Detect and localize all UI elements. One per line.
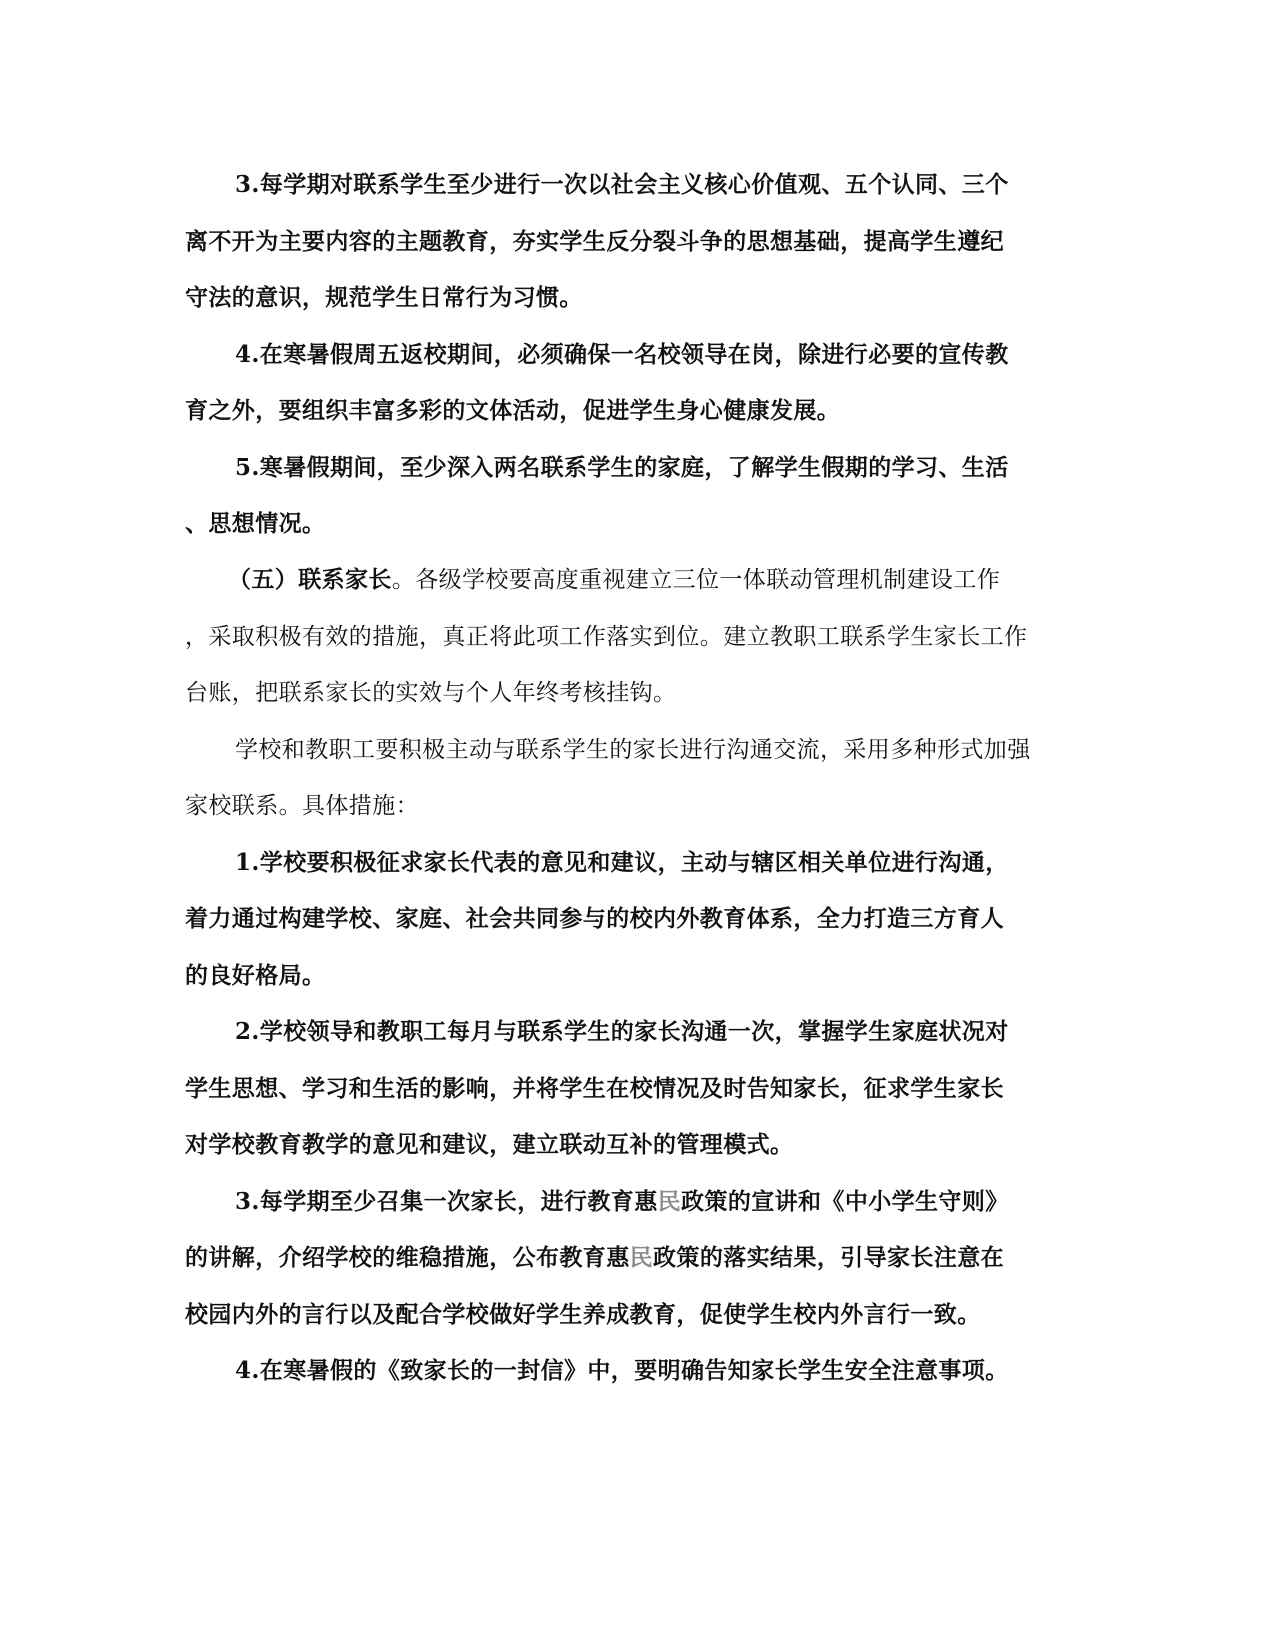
measure-2-line-1: 2.学校领导和教职工每月与联系学生的家长沟通一次，掌握学生家庭状况对 bbox=[235, 1018, 1009, 1045]
item-4-line-2: 育之外，要组织丰富多彩的文体活动，促进学生身心健康发展。 bbox=[185, 397, 841, 424]
item-3-line-3: 守法的意识，规范学生日常行为习惯。 bbox=[185, 284, 583, 311]
measure-2-line-3: 对学校教育教学的意见和建议，建立联动互补的管理模式。 bbox=[185, 1131, 794, 1158]
item-4-line-1: 4.在寒暑假周五返校期间，必须确保一名校领导在岗，除进行必要的宣传教 bbox=[235, 341, 1009, 368]
measure-3-line-1-part-a: 3.每学期至少召集一次家长，进行教育惠 bbox=[235, 1188, 658, 1215]
section-5-line-1 bbox=[228, 565, 1000, 595]
measure-3-line-2 bbox=[185, 1243, 1004, 1273]
section-5-line-2: ，采取积极有效的措施，真正将此项工作落实到位。建立教职工联系学生家长工作 bbox=[185, 624, 1028, 650]
measure-1-line-2: 着力通过构建学校、家庭、社会共同参与的校内外教育体系，全力打造三方育人 bbox=[185, 905, 1004, 932]
intro-line-1: 学校和教职工要积极主动与联系学生的家长进行沟通交流，采用多种形式加强 bbox=[235, 737, 1031, 763]
measure-1-line-1: 1.学校要积极征求家长代表的意见和建议，主动与辖区相关单位进行沟通， bbox=[235, 849, 1009, 876]
item-3-line-2: 离不开为主要内容的主题教育，夯实学生反分裂斗争的思想基础，提高学生遵纪 bbox=[185, 228, 1004, 255]
section-5-line-3: 台账，把联系家长的实效与个人年终考核挂钩。 bbox=[185, 680, 677, 706]
item-3-line-1: 3.每学期对联系学生至少进行一次以社会主义核心价值观、五个认同、三个 bbox=[235, 171, 1009, 198]
measure-3-line-2-part-b: 政策的落实结果，引导家长注意在 bbox=[653, 1244, 1005, 1271]
section-5-heading: （五）联系家长 bbox=[228, 566, 392, 593]
measure-3-line-2-part-a: 的讲解，介绍学校的维稳措施，公布教育惠 bbox=[185, 1244, 630, 1271]
measure-3-line-2-faded-char: 民 bbox=[629, 1244, 654, 1271]
measure-3-line-1-faded-char: 民 bbox=[657, 1188, 682, 1215]
measure-3-line-3: 校园内外的言行以及配合学校做好学生养成教育，促使学生校内外言行一致。 bbox=[185, 1301, 981, 1328]
section-5-line-1-text: 。各级学校要高度重视建立三位一体联动管理机制建设工作 bbox=[391, 567, 1001, 593]
measure-3-line-1-part-b: 政策的宣讲和《中小学生守则》 bbox=[681, 1188, 1009, 1215]
intro-line-2: 家校联系。具体措施： bbox=[185, 793, 419, 819]
measure-2-line-2: 学生思想、学习和生活的影响，并将学生在校情况及时告知家长，征求学生家长 bbox=[185, 1075, 1004, 1102]
measure-3-line-1 bbox=[235, 1187, 1009, 1217]
measure-1-line-3: 的良好格局。 bbox=[185, 962, 326, 989]
item-5-line-1: 5.寒暑假期间，至少深入两名联系学生的家庭，了解学生假期的学习、生活 bbox=[235, 454, 1009, 481]
measure-4-line-1: 4.在寒暑假的《致家长的一封信》中，要明确告知家长学生安全注意事项。 bbox=[235, 1357, 1009, 1384]
item-5-line-2: 、思想情况。 bbox=[185, 510, 326, 537]
